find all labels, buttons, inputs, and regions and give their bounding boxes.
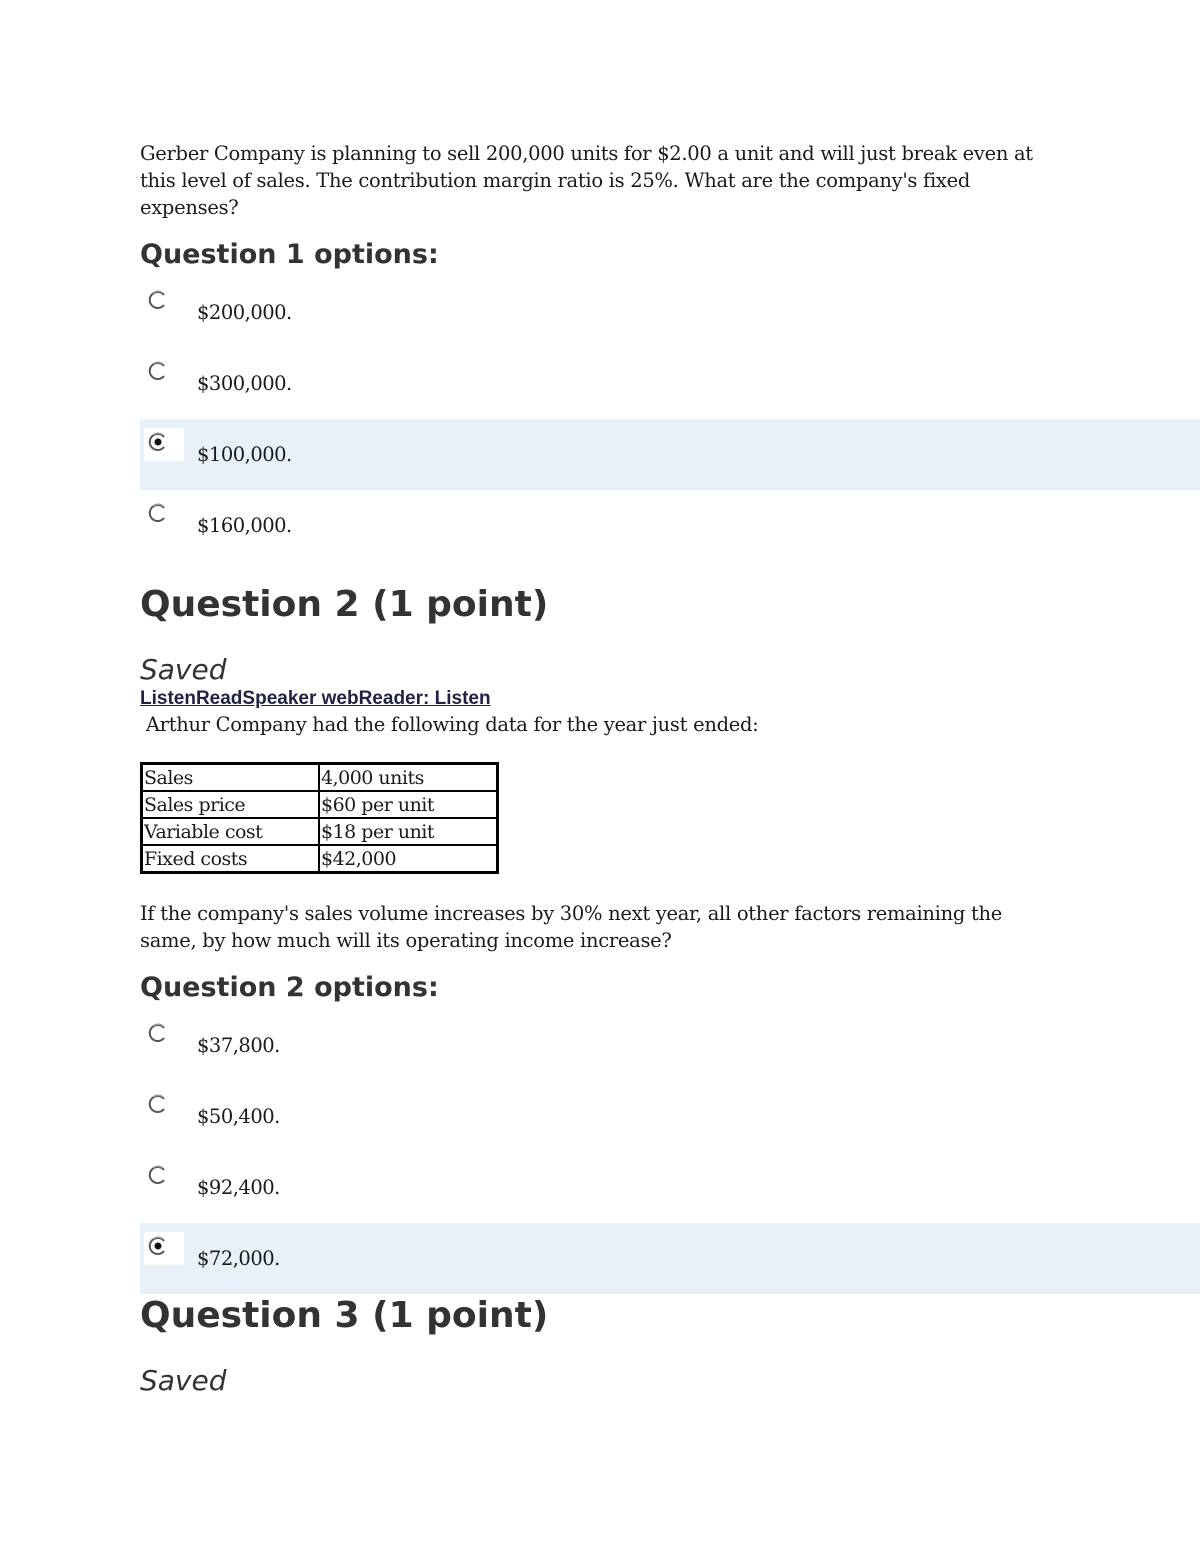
question-2-text: If the company's sales volume increases by 30% next year, all other factors remaining the same, by how much will its operating income increase? [140,902,1002,952]
question-2-saved-status: Saved [140,653,227,686]
radio-button[interactable] [144,1090,184,1123]
radio-button-selected[interactable] [144,1232,184,1265]
radio-button-selected[interactable] [144,428,184,461]
radio-unselected-icon [147,502,169,524]
question-1-option-1[interactable] [140,277,1200,348]
radio-button[interactable] [144,1161,184,1194]
question-2-intro: Arthur Company had the following data for the year just ended: [140,713,759,736]
table-row [142,764,498,792]
listen-link[interactable]: ListenReadSpeaker webReader: Listen [140,688,491,709]
option-label: $92,400. [197,1176,280,1199]
table-cell: Sales price [142,791,320,818]
table-cell: $18 per unit [319,818,498,845]
question-3-title: Question 3 [140,1295,360,1336]
question-3-saved-status: Saved [140,1364,227,1397]
option-label: $160,000. [197,514,292,537]
question-3-points: (1 point) [372,1295,549,1336]
radio-button[interactable] [144,357,184,390]
question-1-option-2[interactable] [140,348,1200,419]
radio-unselected-icon [147,1164,169,1186]
table-cell: $42,000 [319,845,498,873]
question-2-options [140,1010,1200,1294]
question-2-options-heading: Question 2 options: [140,972,439,1003]
question-2-option-2[interactable] [140,1081,1200,1152]
question-1-options-heading: Question 1 options: [140,239,439,270]
table-row [142,845,498,873]
radio-unselected-icon [147,289,169,311]
question-2-points: (1 point) [372,584,549,625]
question-1-options [140,277,1200,561]
question-2-data-table [140,762,499,874]
radio-selected-icon [147,1235,169,1257]
question-1-option-4[interactable] [140,490,1200,561]
table-cell: Sales [142,764,320,792]
option-label: $300,000. [197,372,292,395]
table-cell: 4,000 units [319,764,498,792]
radio-unselected-icon [147,360,169,382]
table-row [142,818,498,845]
question-2-option-3[interactable] [140,1152,1200,1223]
question-2-title: Question 2 [140,584,360,625]
option-label: $200,000. [197,301,292,324]
option-label: $50,400. [197,1105,280,1128]
option-label: $37,800. [197,1034,280,1057]
table-row [142,791,498,818]
radio-unselected-icon [147,1022,169,1044]
option-label: $100,000. [197,443,292,466]
radio-unselected-icon [147,1093,169,1115]
question-1-text: Gerber Company is planning to sell 200,000 units for $2.00 a unit and will just break even at this level of sales. The contribution margin ratio is 25%. What are the company's fixed expenses? [140,142,1033,219]
question-3-heading [140,1294,1200,1338]
question-1-option-3[interactable] [140,419,1200,490]
table-cell: Fixed costs [142,845,320,873]
question-2-option-1[interactable] [140,1010,1200,1081]
table-cell: $60 per unit [319,791,498,818]
question-2-option-4[interactable] [140,1223,1200,1294]
radio-button[interactable] [144,499,184,532]
radio-selected-icon [147,431,169,453]
question-2-heading [140,583,1200,627]
option-label: $72,000. [197,1247,280,1270]
table-cell: Variable cost [142,818,320,845]
radio-button[interactable] [144,1019,184,1052]
radio-button[interactable] [144,286,184,319]
quiz-page [140,140,1200,1398]
